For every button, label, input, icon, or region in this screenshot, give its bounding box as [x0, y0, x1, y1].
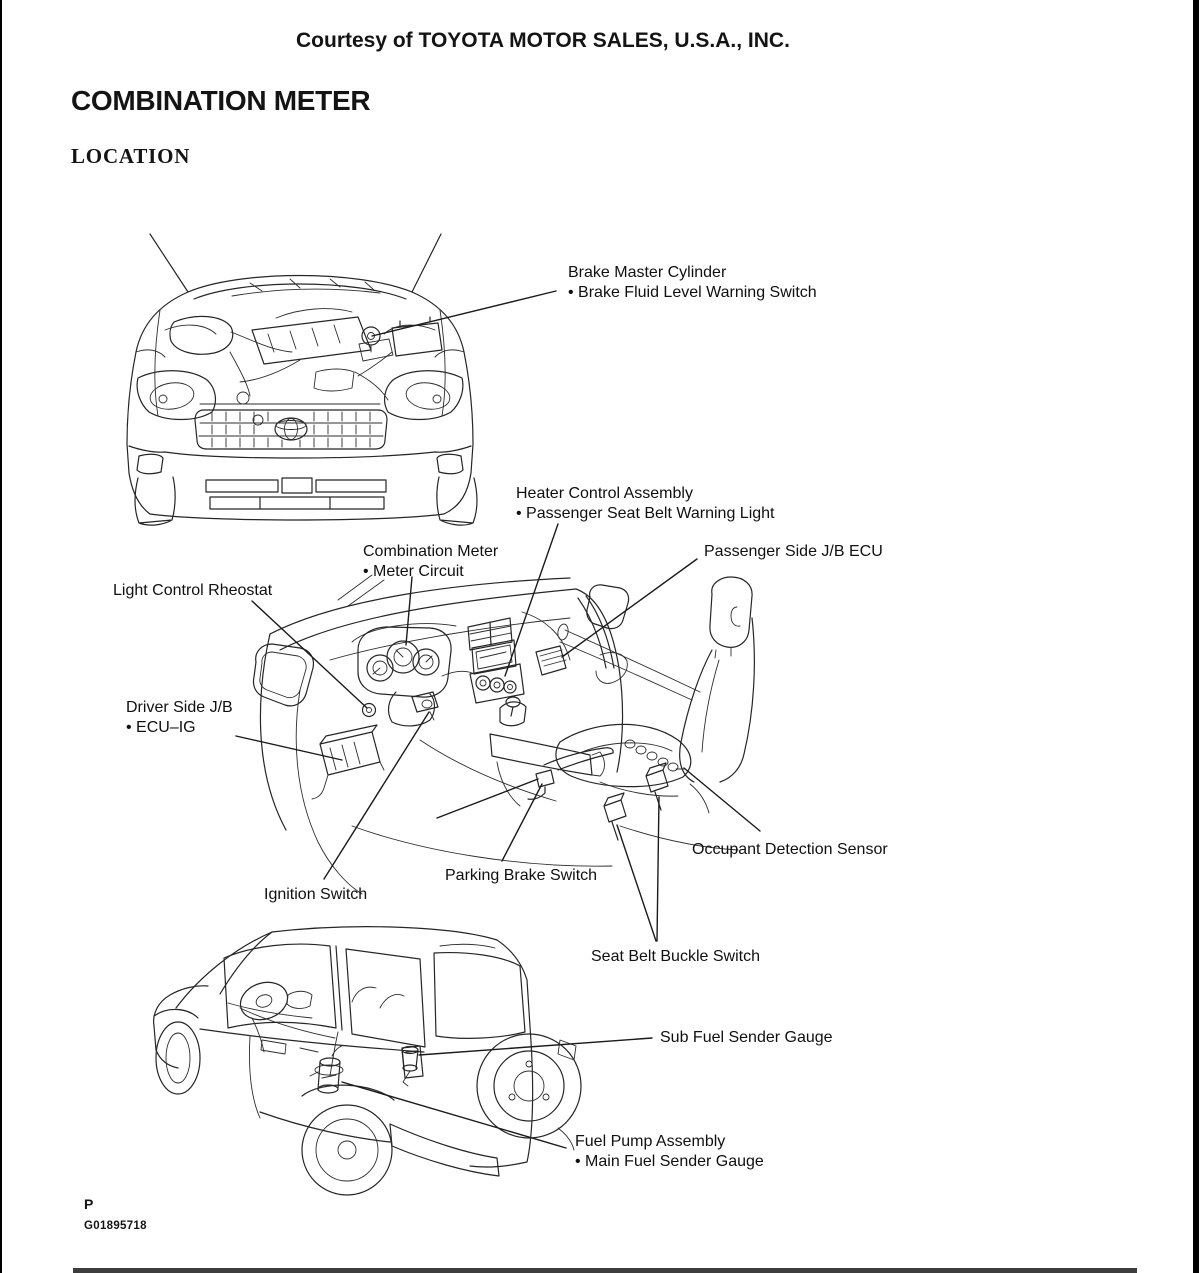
callout-sub: • ECU–IG: [126, 719, 196, 736]
callout-brake-master-cylinder: [568, 263, 817, 303]
figure-code: G01895718: [84, 1220, 147, 1232]
front-view-illustration: [127, 234, 477, 525]
page-title: COMBINATION METER: [71, 85, 371, 116]
leader-lines: [236, 291, 760, 1148]
callout-title: Ignition Switch: [264, 886, 368, 903]
callout-fuel-pump-assembly: [575, 1132, 764, 1172]
callout-occupant-detection-sensor: [692, 840, 888, 860]
interior-illustration: [253, 575, 754, 894]
callout-sub-fuel-sender-gauge: [660, 1028, 833, 1048]
callout-title: Seat Belt Buckle Switch: [591, 948, 760, 965]
footer-page-mark: P: [84, 1196, 94, 1212]
callout-seat-belt-buckle-switch: [591, 947, 760, 967]
callout-ignition-switch: [264, 885, 367, 905]
rear-view-illustration: [154, 927, 581, 1195]
callout-combination-meter: [363, 542, 498, 582]
callout-light-control-rheostat: [113, 581, 272, 601]
callout-heater-control-assembly: [516, 484, 774, 524]
callout-driver-side-jb: [126, 698, 233, 738]
callout-parking-brake-switch: [445, 866, 597, 886]
section-heading: LOCATION: [71, 144, 191, 168]
callout-title: Light Control Rheostat: [113, 582, 273, 599]
callout-title: Sub Fuel Sender Gauge: [660, 1029, 833, 1046]
callout-sub: • Brake Fluid Level Warning Switch: [568, 284, 817, 301]
callout-title: Occupant Detection Sensor: [692, 841, 888, 858]
callout-title: Heater Control Assembly: [516, 485, 693, 502]
callout-title: Fuel Pump Assembly: [575, 1133, 726, 1150]
courtesy-line: Courtesy of TOYOTA MOTOR SALES, U.S.A., INC.: [296, 29, 790, 52]
callout-passenger-side-jb-ecu: [704, 542, 883, 562]
callout-title: Parking Brake Switch: [445, 867, 598, 884]
callout-sub: • Main Fuel Sender Gauge: [575, 1153, 764, 1170]
callout-title: Passenger Side J/B ECU: [704, 543, 883, 560]
callout-sub: • Meter Circuit: [363, 563, 464, 580]
callout-title: Combination Meter: [363, 543, 499, 560]
callout-title: Brake Master Cylinder: [568, 264, 727, 281]
callout-title: Driver Side J/B: [126, 699, 233, 716]
callout-sub: • Passenger Seat Belt Warning Light: [516, 505, 775, 522]
